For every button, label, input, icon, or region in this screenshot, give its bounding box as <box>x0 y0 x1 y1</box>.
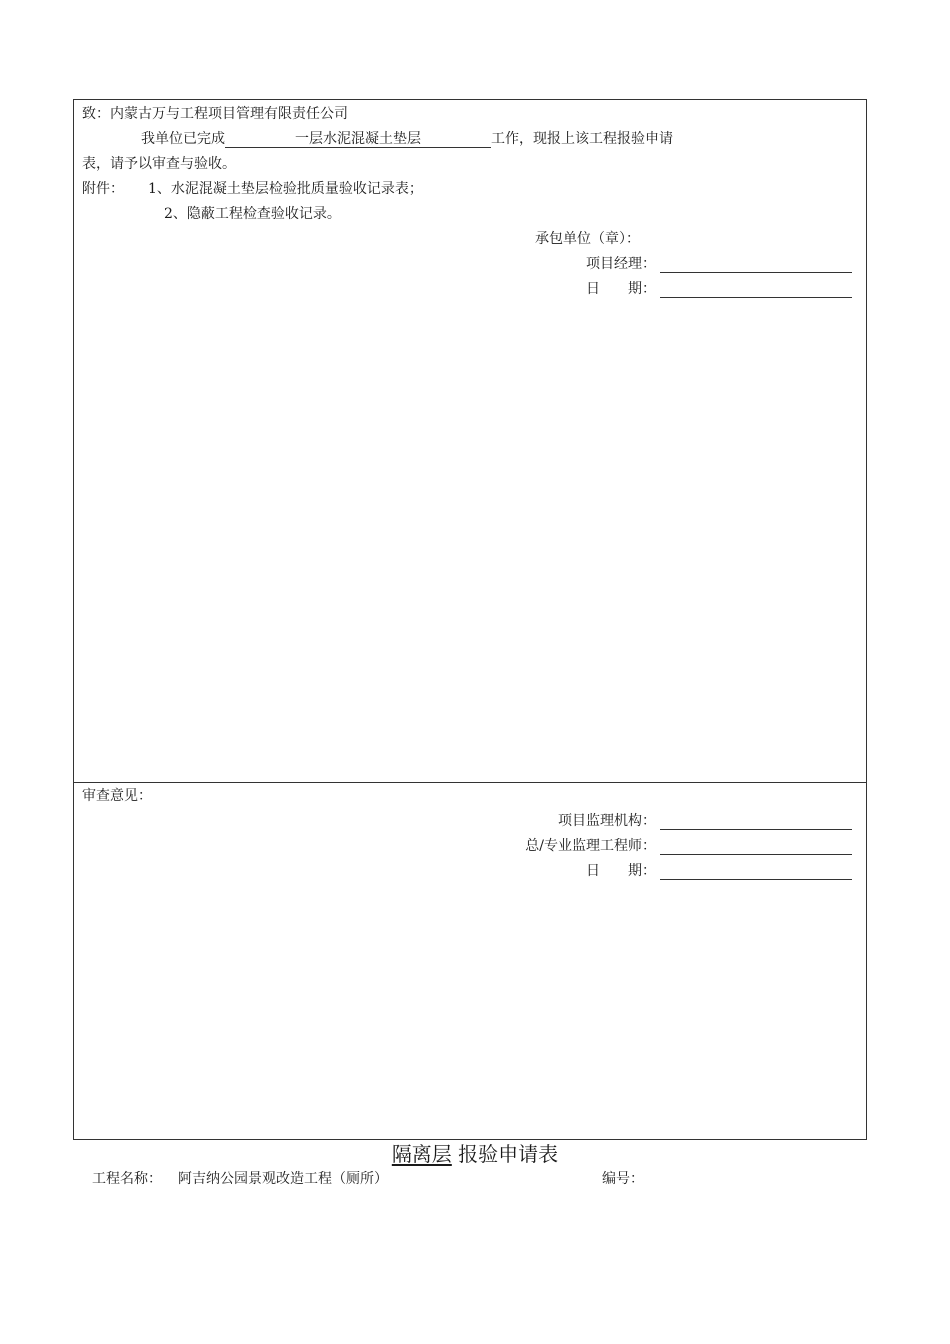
title-item: 隔离层 <box>391 1142 452 1166</box>
supervision-org-row <box>558 812 852 830</box>
engineer-row <box>525 837 852 855</box>
project-manager-row <box>586 255 852 273</box>
review-opinion-label: 审查意见： <box>82 788 152 804</box>
form-title <box>0 1141 950 1167</box>
title-suffix: 报验申请表 <box>458 1142 559 1166</box>
project-name-row <box>92 1170 388 1188</box>
number-label: 编号： <box>602 1171 644 1187</box>
review-date-field[interactable] <box>660 865 852 880</box>
contractor-date-row <box>586 280 852 298</box>
contractor-date-label: 日 期： <box>586 281 656 297</box>
review-date-row <box>586 862 852 880</box>
attachment-item-1: 1、水泥混凝土垫层检验批质量验收记录表； <box>148 181 423 197</box>
project-manager-field[interactable] <box>660 258 852 273</box>
attachment-label: 附件： <box>82 181 124 197</box>
completion-continuation: 表，请予以审查与验收。 <box>82 156 236 172</box>
completion-statement <box>141 130 673 148</box>
supervision-org-field[interactable] <box>660 815 852 830</box>
engineer-field[interactable] <box>660 840 852 855</box>
contractor-label: 承包单位（章）： <box>535 231 640 247</box>
attachment-item-2: 2、隐蔽工程检查验收记录。 <box>164 206 341 222</box>
review-date-label: 日 期： <box>586 863 656 879</box>
application-section <box>74 100 866 783</box>
review-section <box>74 783 866 1139</box>
inspection-form <box>73 99 867 1140</box>
contractor-date-field[interactable] <box>660 283 852 298</box>
completion-suffix: 工作，现报上该工程报验申请 <box>491 131 673 147</box>
completion-prefix: 我单位已完成 <box>141 131 225 147</box>
supervision-org-label: 项目监理机构： <box>558 813 656 829</box>
completed-item-field: 一层水泥混凝土垫层 <box>225 131 491 148</box>
addressee-line: 致：内蒙古万与工程项目管理有限责任公司 <box>82 106 348 122</box>
project-name-value: 阿吉纳公园景观改造工程（厕所） <box>178 1171 388 1187</box>
engineer-label: 总/专业监理工程师： <box>525 838 656 854</box>
project-name-label: 工程名称： <box>92 1171 162 1187</box>
project-manager-label: 项目经理： <box>586 256 656 272</box>
